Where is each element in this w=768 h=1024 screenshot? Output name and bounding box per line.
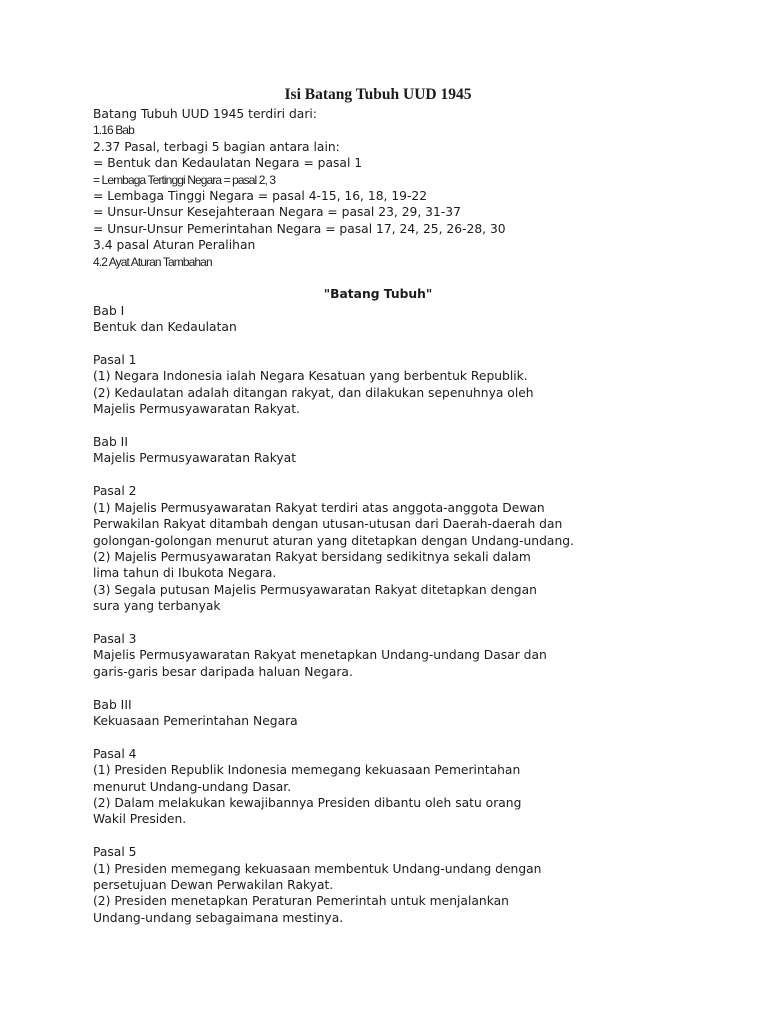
article-pasal-5 xyxy=(93,844,553,926)
spacer xyxy=(93,615,553,631)
document-body xyxy=(93,84,574,926)
article-text-line: (3) Segala putusan Majelis Permusyawaratan Rakyat ditetapkan dengan xyxy=(93,582,537,597)
article-text-line: Majelis Permusyawaratan Rakyat menetapkan Undang-undang Dasar dan xyxy=(93,648,547,663)
article-text-line: sura yang terbanyak xyxy=(93,599,221,614)
intro-item-pasal: 2.37 Pasal, terbagi 5 bagian antara lain: xyxy=(93,139,340,154)
chapter-heading xyxy=(93,303,553,336)
article-text-line: menurut Undang-undang Dasar. xyxy=(93,779,292,794)
intro-sub-item: = Unsur-Unsur Pemerintahan Negara = pasal 17, 24, 25, 26-28, 30 xyxy=(93,221,506,236)
article-heading: Pasal 3 xyxy=(93,631,137,646)
article-text-line: golongan-golongan menurut aturan yang ditetapkan dengan Undang-undang. xyxy=(93,533,574,548)
article-heading: Pasal 2 xyxy=(93,484,137,499)
spacer xyxy=(93,270,553,286)
spacer xyxy=(93,729,553,745)
chapter-name: Bentuk dan Kedaulatan xyxy=(93,320,237,335)
intro-lead: Batang Tubuh UUD 1945 terdiri dari: xyxy=(93,107,317,121)
article-text-line: (2) Presiden menetapkan Peraturan Pemerintah untuk menjalankan xyxy=(93,894,509,909)
article-pasal-3 xyxy=(93,631,553,680)
spacer xyxy=(93,336,553,352)
chapter-name: Majelis Permusyawaratan Rakyat xyxy=(93,451,297,466)
intro-item-tambahan: 4.2 Ayat Aturan Tambahan xyxy=(93,254,212,269)
chapter-number: Bab II xyxy=(93,435,128,450)
article-heading: Pasal 1 xyxy=(93,353,137,368)
article-pasal-1 xyxy=(93,352,553,418)
article-text-line: Undang-undang sebagaimana mestinya. xyxy=(93,910,344,925)
spacer xyxy=(93,680,553,696)
article-heading: Pasal 4 xyxy=(93,746,137,761)
intro-item-bab: 1.16 Bab xyxy=(93,123,134,138)
document-title: Isi Batang Tubuh UUD 1945 xyxy=(284,86,472,103)
chapter-number: Bab III xyxy=(93,697,132,712)
article-text-line: (1) Presiden memegang kekuasaan membentuk Undang-undang dengan xyxy=(93,861,542,876)
article-text-line: (2) Kedaulatan adalah ditangan rakyat, dan dilakukan sepenuhnya oleh xyxy=(93,385,534,400)
article-pasal-2 xyxy=(93,483,574,614)
article-text-line: (2) Majelis Permusyawaratan Rakyat bersidang sedikitnya sekali dalam xyxy=(93,549,531,564)
article-text-line: Wakil Presiden. xyxy=(93,812,187,827)
intro-section xyxy=(93,106,553,270)
article-text-line: (1) Negara Indonesia ialah Negara Kesatuan yang berbentuk Republik. xyxy=(93,369,528,384)
intro-item-peralihan: 3.4 pasal Aturan Peralihan xyxy=(93,238,256,253)
chapter-heading xyxy=(93,434,553,467)
spacer xyxy=(93,828,553,844)
article-heading: Pasal 5 xyxy=(93,845,137,860)
article-pasal-4 xyxy=(93,746,553,828)
section-subtitle: "Batang Tubuh" xyxy=(323,287,433,302)
article-text-line: garis-garis besar daripada haluan Negara. xyxy=(93,664,353,679)
chapter-heading xyxy=(93,697,553,730)
intro-sub-item: = Unsur-Unsur Kesejahteraan Negara = pasal 23, 29, 31-37 xyxy=(93,205,461,220)
article-text-line: Majelis Permusyawaratan Rakyat. xyxy=(93,402,300,417)
article-text-line: (1) Presiden Republik Indonesia memegang kekuasaan Pemerintahan xyxy=(93,763,521,778)
chapter-name: Kekuasaan Pemerintahan Negara xyxy=(93,713,298,728)
article-text-line: persetujuan Dewan Perwakilan Rakyat. xyxy=(93,877,334,892)
spacer xyxy=(93,418,553,434)
spacer xyxy=(93,467,553,483)
chapter-number: Bab I xyxy=(93,303,125,318)
article-text-line: lima tahun di Ibukota Negara. xyxy=(93,566,277,581)
article-text-line: Perwakilan Rakyat ditambah dengan utusan-utusan dari Daerah-daerah dan xyxy=(93,517,563,532)
article-text-line: (2) Dalam melakukan kewajibannya Presiden dibantu oleh satu orang xyxy=(93,795,522,810)
article-text-line: (1) Majelis Permusyawaratan Rakyat terdiri atas anggota-anggota Dewan xyxy=(93,500,545,515)
intro-sub-item: = Lembaga Tinggi Negara = pasal 4-15, 16, 18, 19-22 xyxy=(93,189,428,204)
intro-sub-item: = Bentuk dan Kedaulatan Negara = pasal 1 xyxy=(93,156,363,171)
intro-sub-item: = Lembaga Tertinggi Negara = pasal 2, 3 xyxy=(93,172,276,187)
